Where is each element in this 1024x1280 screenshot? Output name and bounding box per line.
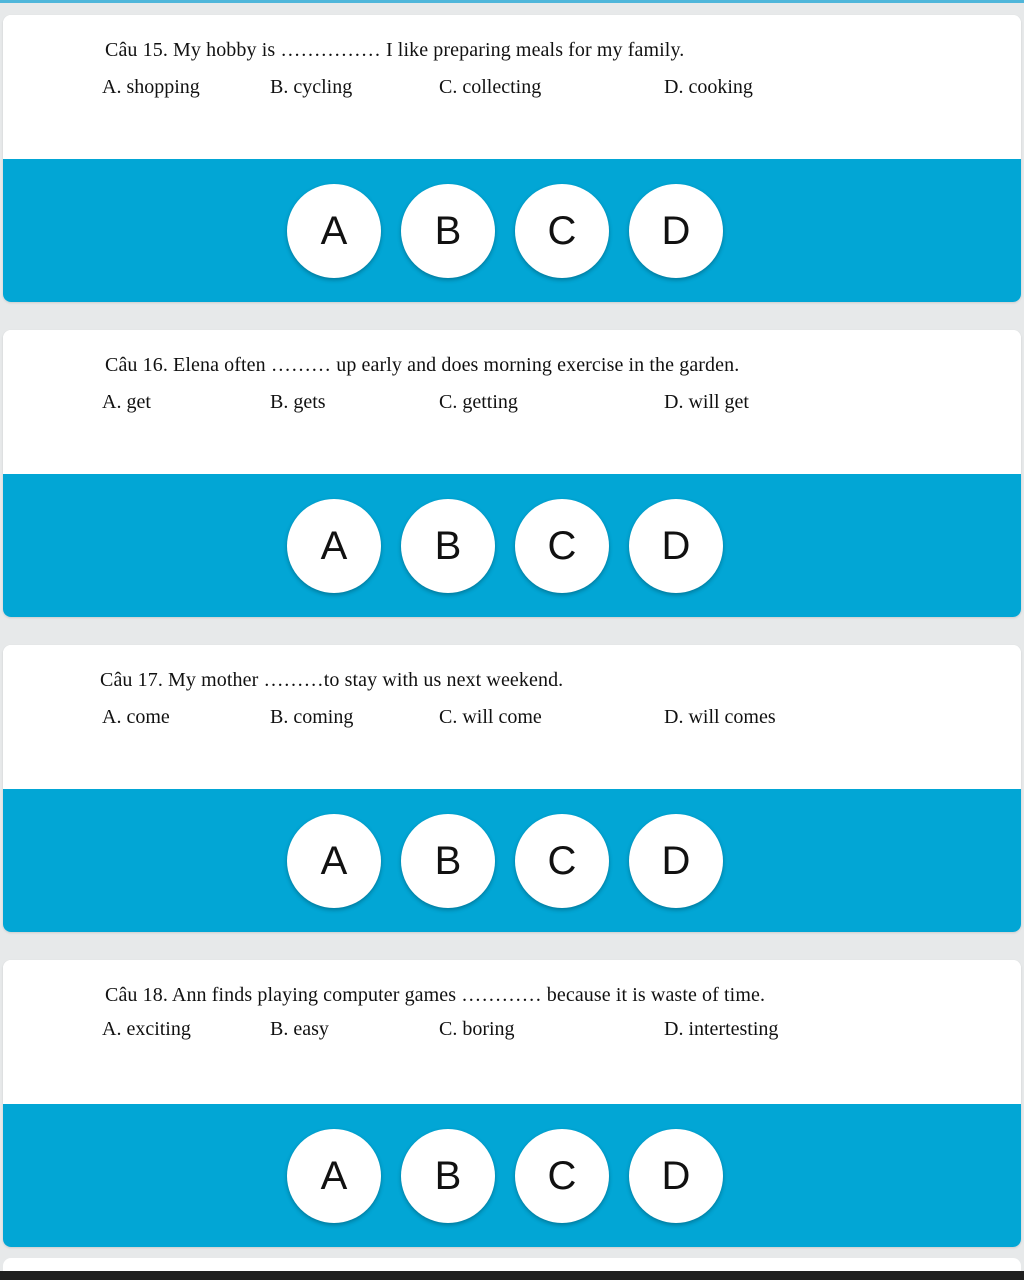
question-card <box>3 330 1021 474</box>
option-b-text: B. gets <box>270 391 326 413</box>
option-a-text: A. shopping <box>102 76 200 98</box>
option-c-text: C. getting <box>439 391 518 413</box>
answer-a-button[interactable]: A <box>287 184 381 278</box>
answer-bar <box>3 474 1021 617</box>
option-list <box>3 706 1021 732</box>
answer-a-button[interactable]: A <box>287 1129 381 1223</box>
question-card <box>3 645 1021 789</box>
answer-a-button[interactable]: A <box>287 814 381 908</box>
question-card <box>3 960 1021 1104</box>
option-list <box>3 1018 1021 1044</box>
option-d-text: D. will comes <box>664 706 776 728</box>
option-list <box>3 76 1021 102</box>
question-text: Câu 17. My mother ………to stay with us next weekend. <box>100 669 564 691</box>
question-text: Câu 16. Elena often ……… up early and does morning exercise in the garden. <box>105 354 740 376</box>
option-list <box>3 391 1021 417</box>
answer-bar <box>3 1104 1021 1247</box>
answer-d-button[interactable]: D <box>629 814 723 908</box>
answer-d-button[interactable]: D <box>629 1129 723 1223</box>
option-a-text: A. come <box>102 706 170 728</box>
option-d-text: D. intertesting <box>664 1018 779 1040</box>
answer-b-button[interactable]: B <box>401 499 495 593</box>
answer-c-button[interactable]: C <box>515 1129 609 1223</box>
answer-bar <box>3 159 1021 302</box>
option-c-text: C. boring <box>439 1018 515 1040</box>
answer-c-button[interactable]: C <box>515 184 609 278</box>
answer-b-button[interactable]: B <box>401 184 495 278</box>
option-c-text: C. collecting <box>439 76 542 98</box>
option-d-text: D. will get <box>664 391 749 413</box>
answer-b-button[interactable]: B <box>401 814 495 908</box>
next-question-card-edge <box>3 1258 1021 1272</box>
option-b-text: B. coming <box>270 706 354 728</box>
option-a-text: A. get <box>102 391 151 413</box>
answer-d-button[interactable]: D <box>629 184 723 278</box>
option-b-text: B. cycling <box>270 76 353 98</box>
answer-d-button[interactable]: D <box>629 499 723 593</box>
question-block-17 <box>3 645 1021 932</box>
answer-b-button[interactable]: B <box>401 1129 495 1223</box>
answer-c-button[interactable]: C <box>515 499 609 593</box>
option-b-text: B. easy <box>270 1018 329 1040</box>
question-card <box>3 15 1021 159</box>
bottom-system-bar <box>0 1271 1024 1280</box>
answer-a-button[interactable]: A <box>287 499 381 593</box>
question-block-16 <box>3 330 1021 617</box>
question-block-18 <box>3 960 1021 1247</box>
question-text: Câu 18. Ann finds playing computer games ………… because it is waste of time. <box>105 984 766 1006</box>
question-text: Câu 15. My hobby is …………… I like preparing meals for my family. <box>105 39 685 61</box>
top-accent-line <box>0 0 1024 3</box>
option-d-text: D. cooking <box>664 76 753 98</box>
answer-bar <box>3 789 1021 932</box>
question-block-15 <box>3 15 1021 302</box>
answer-c-button[interactable]: C <box>515 814 609 908</box>
option-a-text: A. exciting <box>102 1018 191 1040</box>
option-c-text: C. will come <box>439 706 542 728</box>
